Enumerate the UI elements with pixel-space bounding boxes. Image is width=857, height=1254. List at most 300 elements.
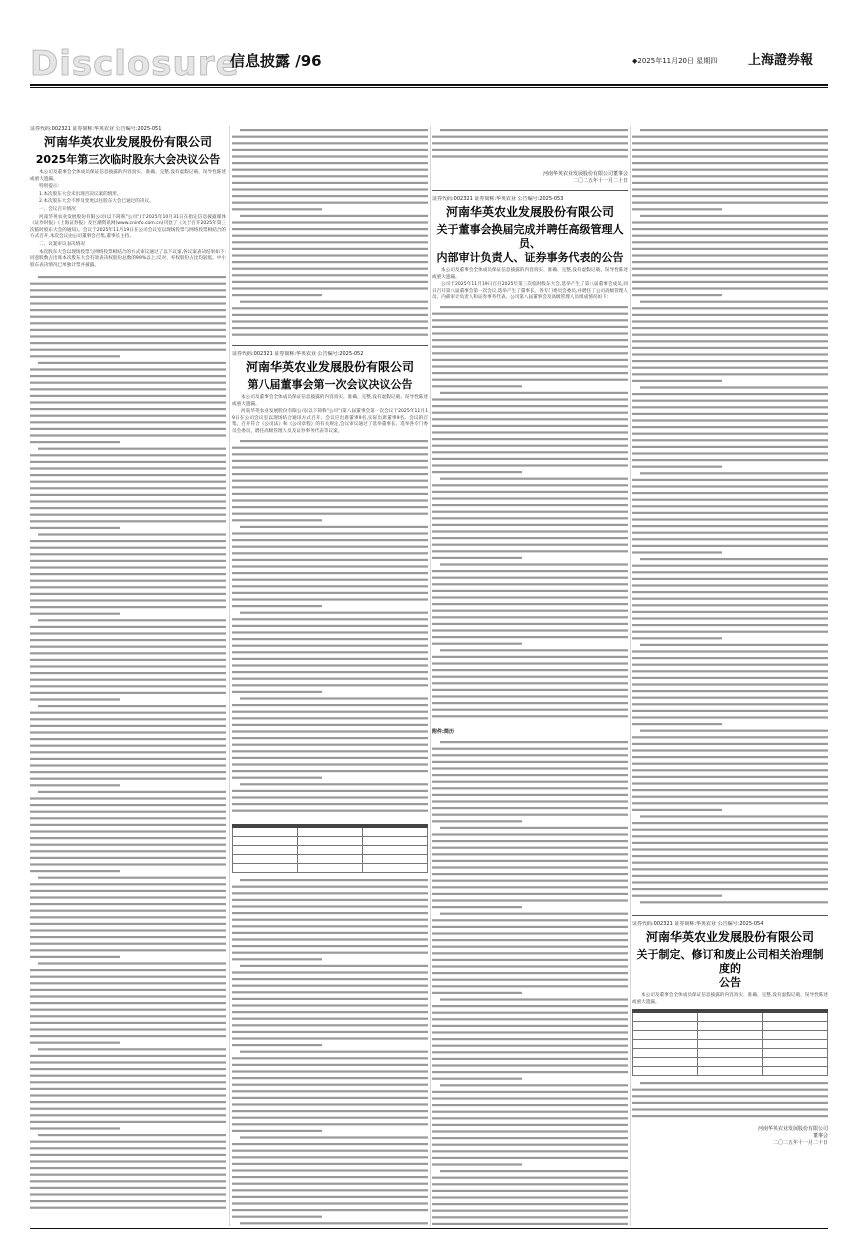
- text-line: [632, 736, 828, 738]
- text-line: [632, 287, 828, 289]
- text-line: [432, 1163, 522, 1165]
- text-line: [30, 303, 226, 305]
- text-line: [632, 499, 828, 501]
- text-line: [30, 395, 226, 397]
- text-line: [632, 868, 828, 870]
- text-line: [432, 352, 628, 354]
- text-line: [632, 347, 828, 349]
- text-line: [30, 1128, 120, 1130]
- text-line: [440, 129, 628, 131]
- text-line: [30, 857, 226, 859]
- column-1: [30, 126, 226, 1226]
- text-line: [432, 359, 628, 361]
- notice-intro: 本公司及董事会全体成员保证信息披露的内容真实、准确、完整,没有虚假记载、误导性陈述或重大遗漏。: [232, 395, 428, 407]
- masthead: [0, 0, 857, 90]
- text-line: [232, 486, 428, 488]
- text-line: [432, 431, 628, 433]
- table-row: [633, 1058, 828, 1067]
- text-line: [632, 532, 828, 534]
- text-line: [640, 301, 828, 303]
- text-line: [632, 406, 828, 408]
- text-line: [30, 1035, 226, 1037]
- text-line: [232, 162, 428, 164]
- dense-text-block: [232, 437, 428, 817]
- text-line: [30, 1108, 226, 1110]
- text-line: [30, 428, 226, 430]
- text-line: [432, 616, 628, 618]
- text-line: [432, 155, 628, 157]
- text-line: [30, 798, 226, 800]
- text-line: [440, 478, 628, 480]
- text-line: [38, 1049, 226, 1051]
- text-line: [232, 809, 428, 811]
- text-line: [240, 611, 428, 613]
- table-row: [233, 836, 428, 845]
- table-row: [233, 863, 428, 872]
- text-line: [232, 664, 428, 666]
- text-line: [232, 624, 428, 626]
- text-line: [432, 1137, 628, 1139]
- text-line: [232, 1070, 428, 1072]
- notice-code: 证券代码:002321 证券简称:华英农业 公告编号:2025-052: [232, 351, 364, 357]
- text-line: [432, 1038, 628, 1040]
- text-line: [232, 254, 428, 256]
- text-line: [432, 511, 628, 513]
- text-line: [440, 392, 628, 394]
- text-line: [632, 565, 828, 567]
- text-line: [432, 866, 628, 868]
- text-line: [232, 931, 428, 933]
- text-line: [232, 142, 428, 144]
- text-line: [432, 833, 628, 835]
- text-line: [232, 776, 322, 778]
- text-line: [632, 809, 722, 811]
- text-line: [632, 756, 828, 758]
- text-line: [232, 459, 428, 461]
- text-line: [632, 512, 828, 514]
- text-line: [632, 340, 828, 342]
- text-line: [232, 155, 428, 157]
- text-line: [632, 307, 828, 309]
- text-line: [432, 418, 628, 420]
- text-line: [432, 972, 628, 974]
- text-line: [30, 732, 226, 734]
- text-line: [30, 837, 226, 839]
- text-line: [30, 626, 226, 628]
- text-line: [632, 208, 722, 210]
- text-line: [432, 1018, 628, 1020]
- text-line: [632, 664, 828, 666]
- notice-title-line: 公告: [719, 976, 741, 989]
- text-line: [632, 545, 828, 547]
- text-line: [232, 248, 428, 250]
- text-line: [232, 1037, 428, 1039]
- text-line: [632, 136, 828, 138]
- text-line: [432, 820, 522, 822]
- text-line: [432, 504, 628, 506]
- text-line: [632, 314, 828, 316]
- text-line: [640, 1082, 828, 1084]
- text-line: [30, 1181, 226, 1183]
- text-line: [232, 499, 428, 501]
- column-divider: [430, 126, 431, 1226]
- text-line: [432, 774, 628, 776]
- text-line: [432, 807, 628, 809]
- text-line: [432, 629, 628, 631]
- text-line: [38, 877, 226, 879]
- text-line: [38, 1134, 226, 1136]
- text-line: [240, 697, 428, 699]
- note-item: 2.本次股东大会不涉及变更以往股东大会已通过的决议。: [39, 199, 154, 205]
- text-line: [30, 554, 226, 556]
- text-line: [30, 956, 120, 958]
- text-line: [30, 1016, 226, 1018]
- text-line: [30, 785, 120, 787]
- text-line: [432, 149, 628, 151]
- text-line: [440, 1170, 628, 1172]
- notice-code: 证券代码:002321 证券简称:华英农业 公告编号:2025-051: [30, 126, 162, 132]
- text-line: [30, 547, 226, 549]
- text-line: [432, 1104, 628, 1106]
- text-line: [232, 1176, 428, 1178]
- text-line: [232, 1011, 428, 1013]
- text-line: [30, 593, 226, 595]
- text-line: [432, 610, 628, 612]
- vote-table: [232, 824, 428, 873]
- text-line: [30, 613, 120, 615]
- text-line: [632, 155, 828, 157]
- text-line: [632, 261, 828, 263]
- dense-text-block: [432, 303, 628, 723]
- text-line: [30, 501, 226, 503]
- text-line: [632, 195, 828, 197]
- text-line: [632, 598, 828, 600]
- table-row: [233, 827, 428, 836]
- text-line: [432, 748, 628, 750]
- text-line: [30, 1154, 226, 1156]
- text-line: [632, 848, 828, 850]
- text-line: [38, 705, 226, 707]
- table-row: [633, 1022, 828, 1031]
- text-line: [632, 142, 828, 144]
- text-line: [632, 525, 828, 527]
- text-line: [232, 651, 428, 653]
- table-row: [233, 854, 428, 863]
- text-line: [232, 281, 428, 283]
- text-line: [30, 844, 226, 846]
- text-line: [30, 1121, 226, 1123]
- text-line: [30, 1167, 226, 1169]
- text-line: [232, 512, 428, 514]
- text-line: [30, 455, 226, 457]
- text-line: [432, 952, 628, 954]
- vote-filler: [30, 273, 226, 1217]
- text-line: [232, 572, 428, 574]
- column-4: [632, 126, 828, 1226]
- text-line: [632, 604, 828, 606]
- text-line: [232, 684, 428, 686]
- text-line: [632, 274, 828, 276]
- text-line: [38, 791, 226, 793]
- text-line: [232, 750, 428, 752]
- dense-text-block: [232, 876, 428, 1226]
- text-line: [232, 1030, 428, 1032]
- text-line: [232, 479, 428, 481]
- text-line: [640, 472, 828, 474]
- text-line: [432, 1216, 628, 1218]
- text-line: [432, 761, 628, 763]
- text-line: [232, 756, 428, 758]
- text-line: [30, 1082, 226, 1084]
- text-line: [632, 327, 828, 329]
- brand-logo: Disclosure: [30, 44, 240, 84]
- text-line: [232, 552, 428, 554]
- text-line: [232, 730, 428, 732]
- text-line: [432, 142, 628, 144]
- newspaper-name: 上海證券報: [748, 53, 814, 68]
- text-line: [632, 624, 828, 626]
- text-line: [432, 425, 628, 427]
- notice-company: 河南华英农业发展股份有限公司: [645, 930, 814, 944]
- text-line: [232, 945, 428, 947]
- text-line: [232, 334, 428, 336]
- text-line: [640, 815, 828, 817]
- text-line: [30, 415, 226, 417]
- text-line: [232, 149, 428, 151]
- text-line: [30, 864, 226, 866]
- text-line: [232, 1090, 428, 1092]
- text-line: [240, 215, 428, 217]
- text-line: [432, 662, 628, 664]
- text-line: [232, 1209, 428, 1211]
- text-line: [432, 1045, 628, 1047]
- text-line: [632, 802, 828, 804]
- notice-title-line: 内部审计负责人、证券事务代表的公告: [436, 251, 624, 264]
- text-line: [432, 1210, 628, 1212]
- text-line: [632, 743, 828, 745]
- text-line: [232, 918, 428, 920]
- text-line: [632, 1109, 828, 1111]
- text-line: [30, 580, 226, 582]
- text-line: [432, 497, 628, 499]
- column-2: [232, 126, 428, 1226]
- text-line: [632, 373, 828, 375]
- text-line: [30, 897, 226, 899]
- notice-title: 第八届董事会第一次会议决议公告: [247, 378, 413, 391]
- column-3: [432, 126, 628, 1226]
- table-row: [633, 1031, 828, 1040]
- notice-title-line: 关于制定、修订和废止公司相关治理制度的: [636, 948, 824, 975]
- text-line: [432, 1012, 628, 1014]
- text-line: [432, 583, 628, 585]
- text-line: [240, 879, 428, 881]
- text-line: [632, 829, 828, 831]
- text-line: [38, 362, 226, 364]
- text-line: [30, 686, 226, 688]
- dense-text-block: [30, 273, 226, 1213]
- text-line: [30, 1075, 226, 1077]
- text-line: [232, 188, 428, 190]
- text-line: [632, 268, 828, 270]
- text-line: [30, 943, 226, 945]
- text-line: [232, 905, 428, 907]
- section-title: 信息披露 /96: [230, 52, 322, 70]
- text-line: [30, 1029, 226, 1031]
- text-line: [38, 620, 226, 622]
- text-line: [632, 334, 828, 336]
- text-line: [632, 571, 828, 573]
- text-line: [232, 723, 428, 725]
- text-line: [30, 435, 226, 437]
- text-line: [632, 413, 828, 415]
- text-line: [232, 657, 428, 659]
- text-line: [432, 596, 628, 598]
- text-line: [30, 738, 226, 740]
- text-line: [30, 870, 120, 872]
- text-line: [232, 169, 428, 171]
- text-line: [632, 367, 828, 369]
- text-line: [30, 323, 226, 325]
- dense-text-block: [632, 1079, 828, 1119]
- text-line: [632, 400, 828, 402]
- text-line: [30, 1141, 226, 1143]
- text-line: [432, 926, 628, 928]
- text-line: [632, 221, 828, 223]
- text-line: [30, 804, 226, 806]
- text-line: [432, 1091, 628, 1093]
- text-line: [30, 606, 226, 608]
- text-line: [632, 248, 828, 250]
- text-line: [432, 1031, 628, 1033]
- text-line: [432, 636, 628, 638]
- text-line: [30, 1101, 226, 1103]
- text-line: [30, 283, 226, 285]
- text-line: [432, 689, 628, 691]
- text-line: [432, 1144, 628, 1146]
- text-line: [30, 969, 226, 971]
- text-line: [632, 881, 828, 883]
- text-line: [240, 301, 428, 303]
- text-line: [232, 235, 428, 237]
- text-line: [640, 558, 828, 560]
- text-line: [232, 789, 428, 791]
- text-line: [30, 950, 226, 952]
- text-line: [30, 336, 226, 338]
- notice-intro: 本公司及董事会全体成员保证信息披露的内容真实、准确、完整,没有虚假记载、误导性陈述或重大遗漏。: [30, 170, 226, 182]
- table-row: [233, 845, 428, 854]
- text-line: [632, 855, 828, 857]
- text-line: [30, 1055, 226, 1057]
- text-line: [440, 1084, 628, 1086]
- text-line: [432, 1223, 628, 1225]
- text-line: [30, 389, 226, 391]
- table-row: [633, 1013, 828, 1022]
- section-text: 本次股东大会以现场投票与网络投票相结合的方式审议通过了以下议案,各议案表决结果如下:同意股数占出席本次股东大会有效表决权股份总数的99%以上;反对、弃权股份占比均较低。中小股东表决情况已单独计票并披露。: [30, 249, 226, 268]
- text-line: [432, 873, 628, 875]
- text-line: [232, 1189, 428, 1191]
- text-line: [30, 1088, 226, 1090]
- text-line: [432, 1183, 628, 1185]
- text-line: [232, 268, 428, 270]
- text-line: [232, 644, 428, 646]
- text-line: [232, 274, 428, 276]
- dense-text-block: [232, 126, 428, 336]
- text-line: [232, 1077, 428, 1079]
- text-line: [30, 1042, 120, 1044]
- text-line: [432, 695, 628, 697]
- text-line: [232, 598, 428, 600]
- text-line: [232, 1123, 428, 1125]
- text-line: [30, 369, 226, 371]
- text-line: [632, 294, 722, 296]
- text-line: [30, 527, 120, 529]
- text-line: [432, 530, 628, 532]
- text-line: [640, 730, 828, 732]
- text-line: [232, 175, 428, 177]
- text-line: [232, 717, 428, 719]
- text-line: [432, 794, 628, 796]
- text-line: [432, 932, 628, 934]
- text-line: [632, 578, 828, 580]
- notice-code: 证券代码:002321 证券简称:华英农业 公告编号:2025-054: [632, 921, 764, 927]
- text-line: [232, 978, 428, 980]
- text-line: [632, 776, 828, 778]
- text-line: [240, 964, 428, 966]
- text-line: [432, 1078, 522, 1080]
- text-line: [30, 600, 226, 602]
- text-line: [232, 737, 428, 739]
- text-line: [30, 573, 226, 575]
- text-line: [30, 699, 120, 701]
- text-line: [30, 930, 226, 932]
- text-line: [232, 710, 428, 712]
- text-line: [432, 682, 628, 684]
- text-line: [232, 320, 428, 322]
- text-line: [432, 979, 628, 981]
- text-line: [632, 360, 828, 362]
- text-line: [432, 1064, 628, 1066]
- text-line: [632, 835, 828, 837]
- text-line: [30, 851, 226, 853]
- text-line: [232, 208, 322, 210]
- text-line: [432, 1203, 628, 1205]
- text-line: [632, 162, 828, 164]
- text-line: [432, 906, 522, 908]
- text-line: [30, 468, 226, 470]
- text-line: [432, 959, 628, 961]
- text-line: [232, 453, 428, 455]
- text-line: [432, 1177, 628, 1179]
- table-row: [633, 1067, 828, 1076]
- text-line: [232, 1024, 428, 1026]
- text-line: [432, 412, 628, 414]
- text-line: [232, 631, 428, 633]
- text-line: [440, 827, 628, 829]
- text-line: [232, 1129, 322, 1131]
- text-line: [432, 550, 628, 552]
- text-line: [30, 408, 226, 410]
- text-line: [632, 697, 828, 699]
- text-line: [632, 888, 828, 890]
- text-line: [30, 765, 226, 767]
- text-line: [232, 539, 428, 541]
- text-line: [232, 519, 322, 521]
- text-line: [232, 241, 428, 243]
- text-line: [232, 796, 428, 798]
- notice-title: 2025年第三次临时股东大会决议公告: [35, 153, 221, 166]
- text-line: [432, 1117, 628, 1119]
- text-line: [232, 958, 322, 960]
